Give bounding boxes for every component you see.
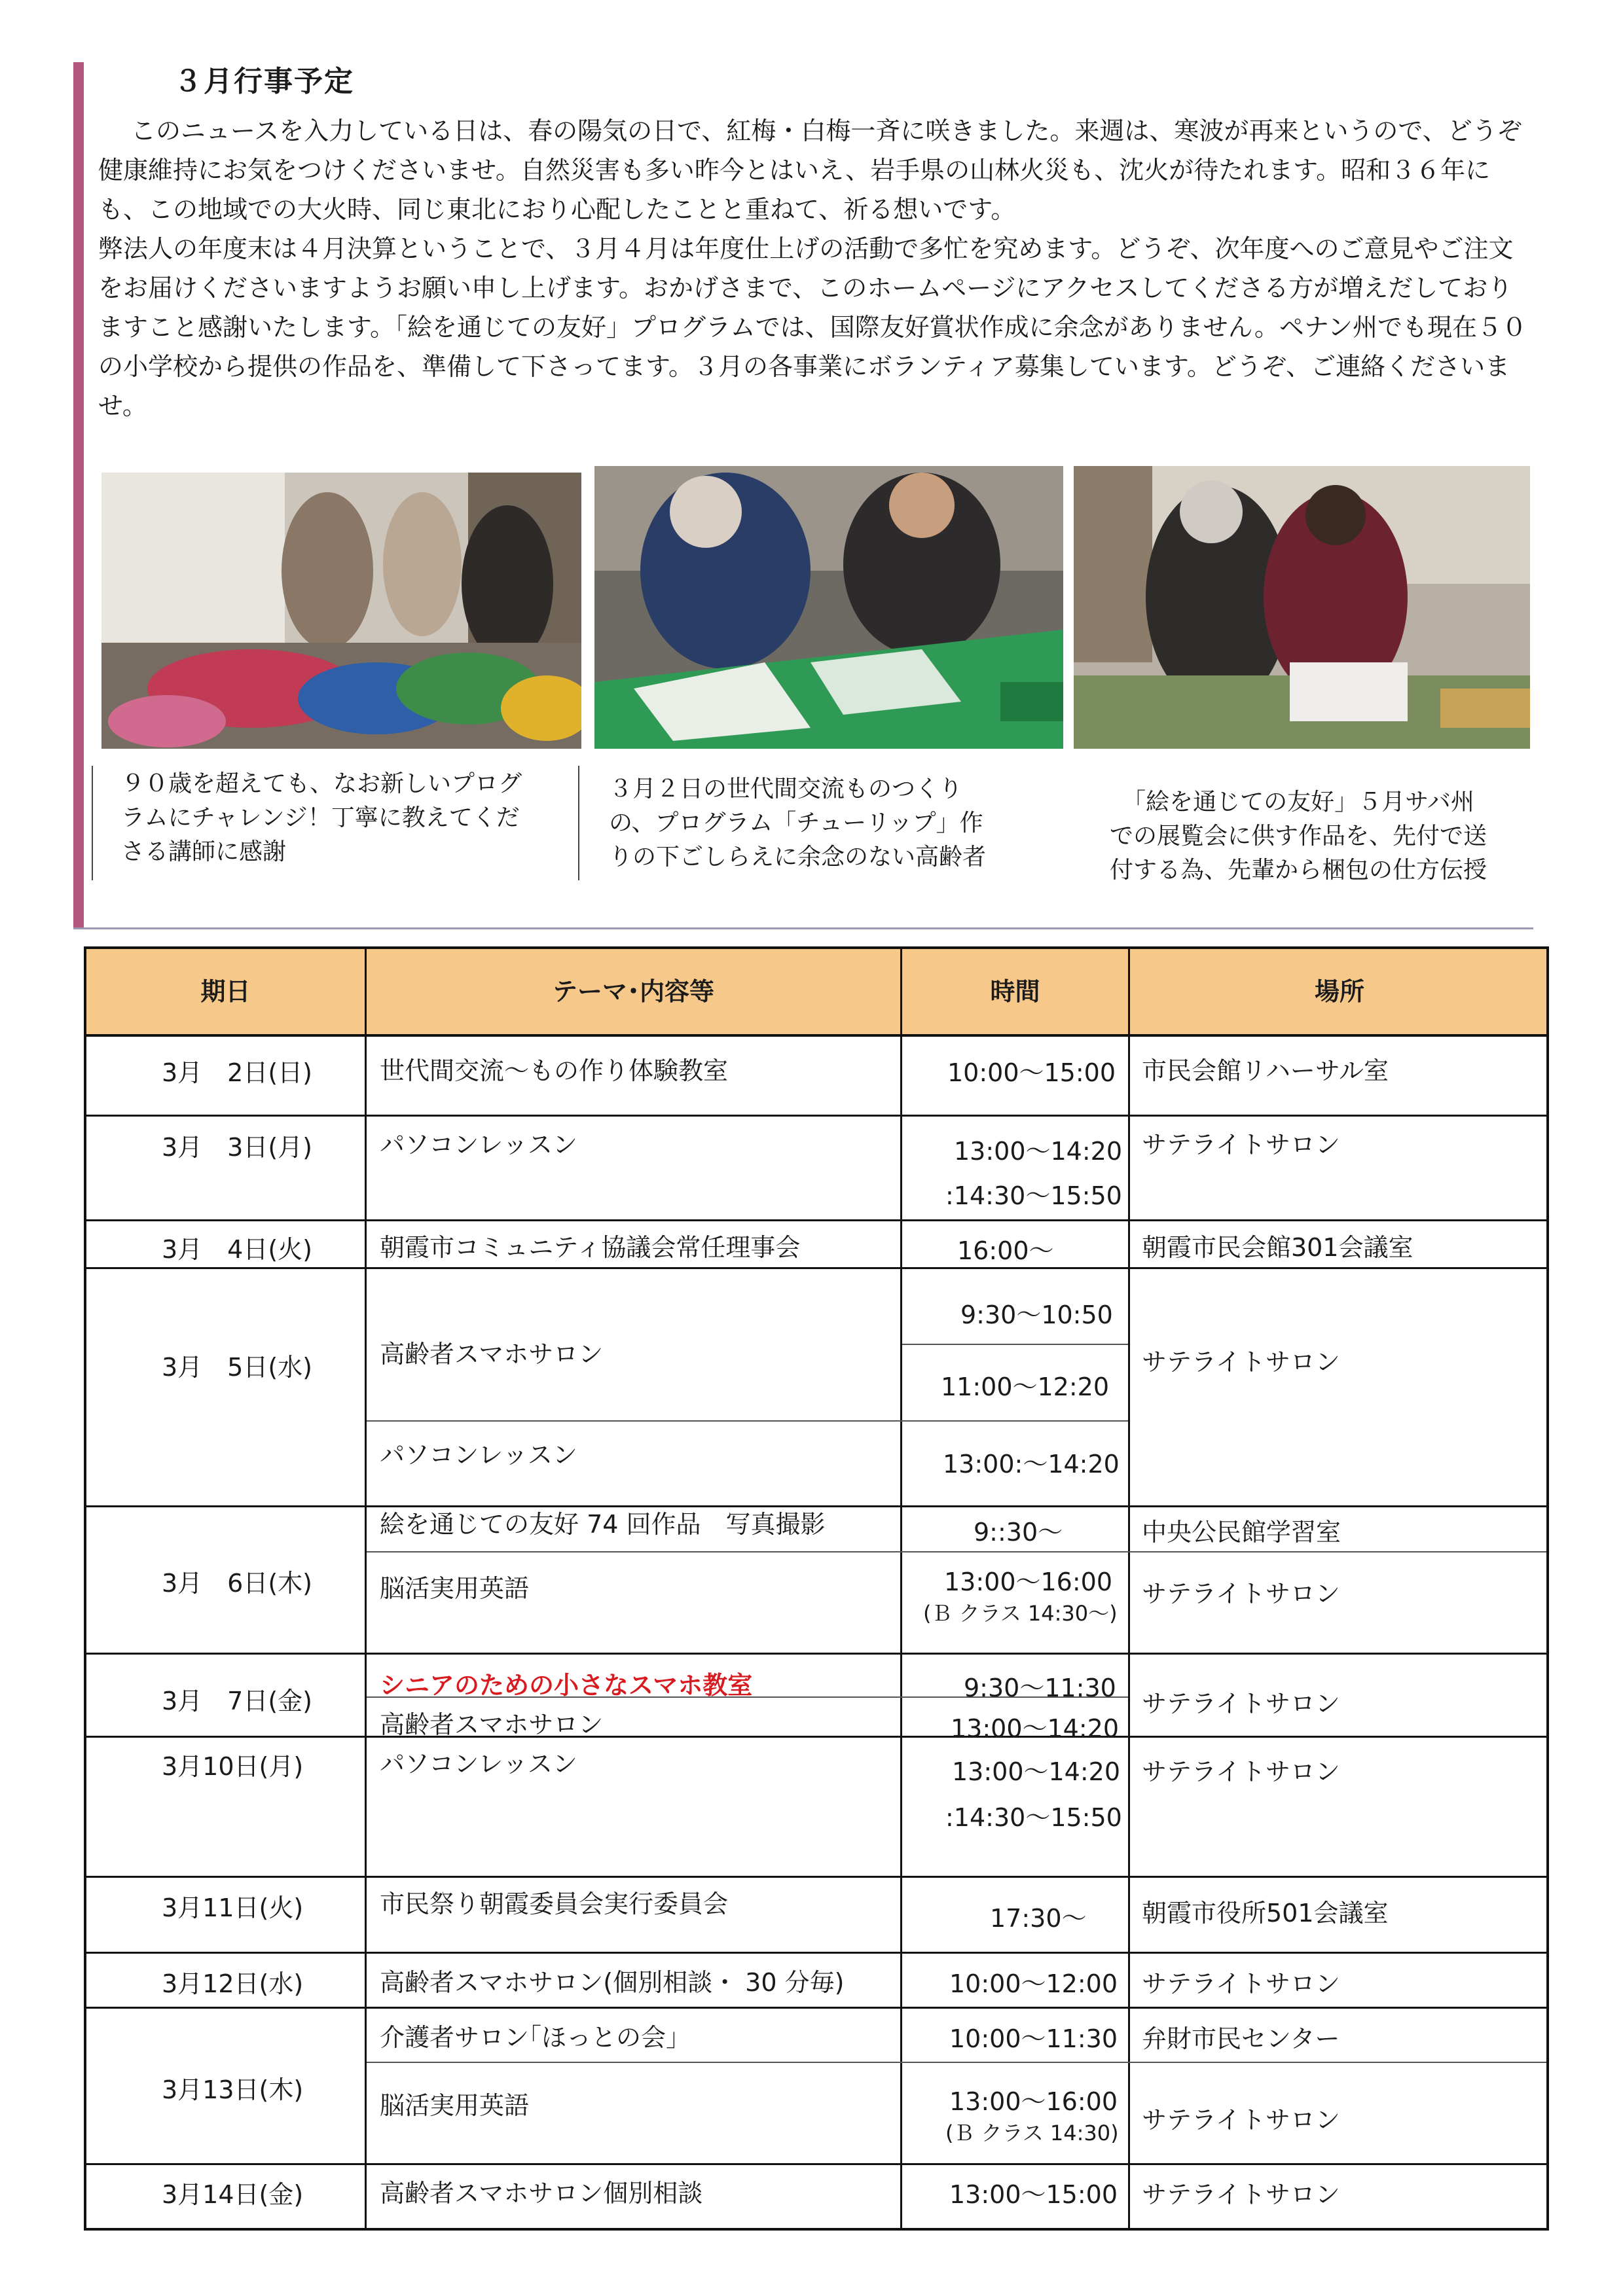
date-cell: 3月12日(水) [162,1969,304,1998]
column-divider [1128,949,1130,2228]
theme-cell: パソコンレッスン [380,1130,577,1159]
caption-divider [92,766,93,880]
time-cell: 13:00～16:00 [949,2087,1118,2116]
row-divider [86,1736,1546,1738]
place-cell: サテライトサロン [1142,2180,1340,2209]
row-divider [86,1219,1546,1221]
header-time: 時間 [990,977,1040,1006]
caption-line: 付する為、先輩から梱包の仕方伝授 [1109,857,1487,884]
theme-cell: 高齢者スマホサロン [380,1710,604,1739]
intro-paragraph-2: 弊法人の年度末は４月決算ということで、３月４月は年度仕上げの活動で多忙を究めます。どうぞ、次年度へのご意見やご注文をお届けくださいますようお願い申し上げます。おかげさまで、このホームページにアクセスしてくださる方が増えだしておりますこと感謝いたします。「絵を通じての友好」プログラムでは、国際友好賞状作成に余念がありません。ペナン州でも現在５０の小学校から提供の作品を、準備して下さってます。３月の各事業にボランティア募集しています。どうぞ、ご連絡くださいませ。 [98,234,1527,420]
time-cell: 13:00～16:00 [944,1568,1113,1596]
time-cell-note: (Ｂ クラス 14:30～) [923,1601,1118,1626]
time-cell: 10:00～15:00 [947,1058,1116,1087]
place-cell: サテライトサロン [1142,1579,1340,1608]
time-cell: 13:00:～14:20 [943,1450,1120,1479]
row-divider [86,1267,1546,1269]
caption-line: ９０歳を超えても、なお新しいプログ [121,770,522,797]
date-cell: 3月 7日(金) [162,1687,313,1715]
table-header-row [86,949,1546,1037]
date-cell: 3月 6日(木) [162,1569,313,1598]
page-title: ３月行事予定 [173,65,354,98]
time-cell: :14:30～15:50 [945,1803,1122,1832]
time-cell: 9:30～11:30 [964,1674,1116,1702]
theme-cell: 高齢者スマホサロン [380,1340,604,1369]
theme-cell: 世代間交流～もの作り体験教室 [380,1056,729,1085]
header-theme: テーマ･内容等 [552,977,714,1006]
theme-cell: パソコンレッスン [380,1441,577,1469]
theme-cell: パソコンレッスン [380,1749,577,1778]
time-cell: 13:00～14:20 [951,1714,1120,1743]
theme-cell: 市民祭り朝霞委員会実行委員会 [380,1890,729,1918]
caption-line: さる講師に感謝 [121,838,287,865]
theme-cell-highlight: シニアのための小さなスマホ教室 [380,1671,753,1700]
place-cell: サテライトサロン [1142,1130,1340,1159]
date-cell: 3月13日(木) [162,2075,304,2104]
theme-cell: 高齢者スマホサロン個別相談 [380,2179,703,2208]
caption-line: の、プログラム「チューリップ」作 [609,810,983,836]
header-date: 期日 [200,977,251,1006]
theme-cell: 高齢者スマホサロン(個別相談・ 30 分毎) [380,1968,845,1997]
time-cell: 9:30～10:50 [960,1300,1113,1329]
time-cell: 16:00～ [957,1236,1054,1265]
time-cell: 10:00～12:00 [949,1969,1118,1998]
column-divider [365,949,367,2228]
place-cell: サテライトサロン [1142,1689,1340,1718]
time-cell: 13:00～14:20 [952,1757,1121,1786]
intro-text [98,111,1535,425]
time-cell: 11:00～12:20 [941,1372,1110,1401]
sub-row-divider [902,1344,1128,1345]
theme-cell: 朝霞市コミュニティ協議会常任理事会 [380,1233,801,1262]
sub-row-divider [367,1551,1546,1552]
time-cell: 9::30～ [974,1518,1063,1547]
sub-row-divider [367,2062,1546,2063]
date-cell: 3月14日(金) [162,2180,304,2209]
place-cell: サテライトサロン [1142,2106,1340,2134]
caption-divider [578,766,579,880]
place-cell: サテライトサロン [1142,1348,1340,1376]
place-cell: 朝霞市役所501会議室 [1142,1899,1389,1928]
date-cell: 3月10日(月) [162,1752,304,1781]
caption-line: での展覧会に供す作品を、先付で送 [1109,823,1487,850]
row-divider [86,1876,1546,1878]
theme-cell: 脳活実用英語 [380,1574,530,1603]
date-cell: 3月 5日(水) [162,1353,313,1382]
place-cell: サテライトサロン [1142,1969,1340,1998]
accent-bar [73,62,84,927]
sub-row-divider [367,1420,1128,1422]
theme-cell: 介護者サロン｢ほっとの会」 [380,2023,691,2052]
date-cell: 3月 4日(火) [162,1235,313,1264]
time-cell: 13:00～15:00 [949,2180,1118,2209]
caption-line: ラムにチャレンジ！丁寧に教えてくだ [121,804,520,831]
time-cell: 10:00～11:30 [949,2024,1118,2053]
date-cell: 3月 3日(月) [162,1133,313,1162]
time-cell: 17:30～ [990,1904,1087,1933]
section-divider [73,927,1533,929]
row-divider [86,1653,1546,1655]
row-divider [86,2163,1546,2165]
caption-photo-2 [609,772,986,874]
caption-photo-3 [1085,785,1511,888]
theme-cell: 脳活実用英語 [380,2091,530,2120]
caption-line: ３月２日の世代間交流ものつくり [609,776,963,802]
time-cell: :14:30～15:50 [945,1181,1122,1210]
intro-paragraph-1: このニュースを入力している日は、春の陽気の日で、紅梅・白梅一斉に咲きました。来週は、寒波が再来というので、どうぞ健康維持にお気をつけくださいませ。自然災害も多い昨今とはいえ、岩手県の山林火災も、沈火が待たれます。昭和３６年にも、この地域での大火時、同じ東北におり心配したことと重ねて、祈る想いです。 [98,117,1522,224]
photo-packing-artworks [1074,466,1530,749]
caption-line: 「絵を通じての友好」５月サバ州 [1122,789,1474,816]
photo-tulip-craft [594,466,1063,749]
row-divider [86,1952,1546,1954]
column-divider [900,949,902,2228]
time-cell: 13:00～14:20 [954,1137,1123,1166]
place-cell: 市民会館リハーサル室 [1142,1056,1389,1085]
row-divider [86,1115,1546,1117]
theme-cell: 絵を通じての友好 74 回作品 写真撮影 [380,1510,826,1539]
row-divider [86,2007,1546,2009]
caption-line: りの下ごしらえに余念のない高齢者 [609,844,987,870]
date-cell: 3月 2日(日) [162,1058,313,1087]
time-cell-note: (Ｂ クラス 14:30) [945,2121,1119,2145]
schedule-table [84,946,1549,2231]
header-place: 場所 [1314,977,1364,1006]
place-cell: サテライトサロン [1142,1757,1340,1786]
photo-knitting-class [101,473,581,749]
place-cell: 朝霞市民会館301会議室 [1142,1233,1413,1262]
place-cell: 弁財市民センター [1142,2024,1340,2053]
date-cell: 3月11日(火) [162,1893,304,1922]
place-cell: 中央公民館学習室 [1142,1518,1341,1547]
caption-photo-1 [121,767,522,869]
